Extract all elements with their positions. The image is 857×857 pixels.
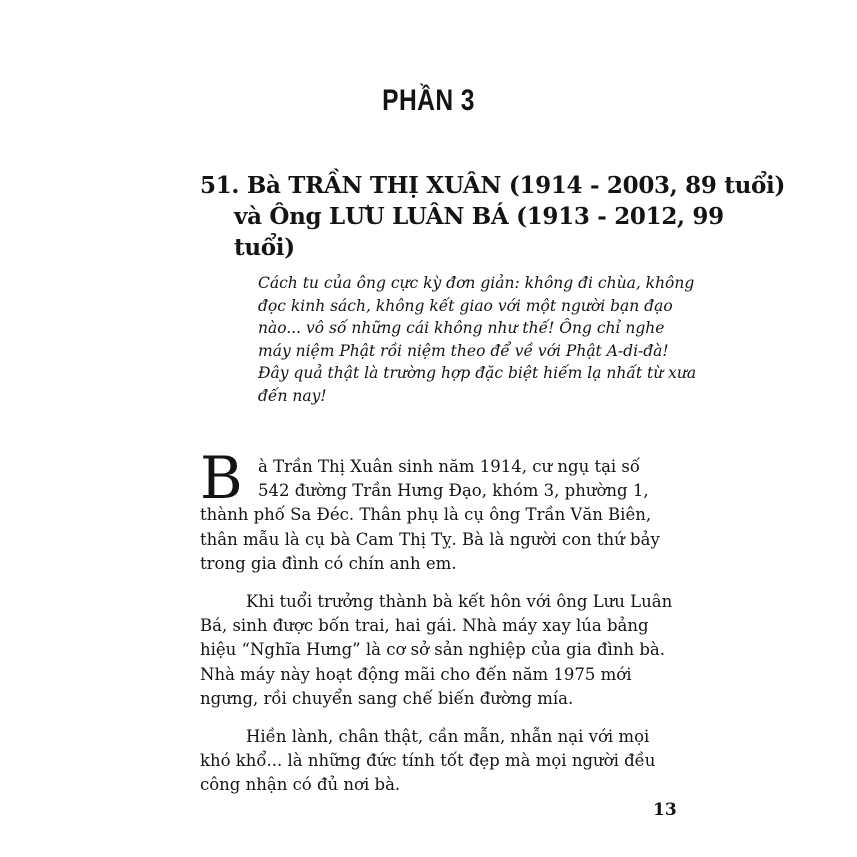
epigraph-line: Đây quả thật là trường hợp đặc biệt hiếm lạ nhất từ xưa — [258, 364, 697, 383]
paragraph-line: Bá, sinh được bốn trai, hai gái. Nhà máy xay lúa bảng — [200, 616, 649, 636]
epigraph-line: máy niệm Phật rồi niệm theo để về với Phật A-di-đà! — [258, 341, 669, 360]
chapter-heading-line: tuổi) — [234, 234, 295, 261]
chapter-heading — [200, 170, 786, 263]
epigraph-line: Cách tu của ông cực kỳ đơn giản: không đi chùa, không — [258, 274, 695, 292]
paragraph — [200, 444, 678, 576]
body-text — [200, 444, 678, 812]
epigraph-line: đọc kinh sách, không kết giao với một người bạn đạo — [258, 296, 673, 315]
paragraph-line: 542 đường Trần Hưng Đạo, khóm 3, phường 1, — [258, 481, 649, 501]
paragraph-line: ngưng, rồi chuyển sang chế biến đường mía. — [200, 688, 574, 708]
chapter-heading-line: 51. Bà TRẦN THỊ XUÂN (1914 - 2003, 89 tuổi) — [200, 172, 786, 199]
paragraph-line: thân mẫu là cụ bà Cam Thị Tỵ. Bà là người con thứ bảy — [200, 529, 660, 549]
paragraph-line: Khi tuổi trưởng thành bà kết hôn với ông Lưu Luân — [246, 592, 673, 612]
epigraph-line: nào... vô số những cái không như thế! Ông chỉ nghe — [258, 319, 665, 338]
paragraph-line: hiệu “Nghĩa Hưng” là cơ sở sản nghiệp của gia đình bà. — [200, 640, 665, 660]
paragraph — [200, 590, 678, 711]
drop-cap: B — [200, 444, 243, 512]
paragraph-line: trong gia đình có chín anh em. — [200, 553, 457, 573]
paragraph-line: Nhà máy này hoạt động mãi cho đến năm 1975 mới — [200, 664, 632, 684]
epigraph-line: đến nay! — [258, 386, 327, 405]
paragraph-line: công nhận có đủ nơi bà. — [200, 775, 401, 795]
paragraph-line: Hiền lành, chân thật, cần mẫn, nhẫn nại với mọi — [246, 727, 650, 747]
epigraph — [258, 272, 697, 408]
chapter-heading-line: và Ông LƯU LUÂN BÁ (1913 - 2012, 99 — [234, 203, 724, 230]
paragraph-line: à Trần Thị Xuân sinh năm 1914, cư ngụ tại số — [258, 457, 640, 476]
paragraph-line: thành phố Sa Đéc. Thân phụ là cụ ông Trần Văn Biên, — [200, 505, 652, 525]
page-number: 13 — [653, 800, 677, 820]
part-title: PHẦN 3 — [382, 84, 475, 117]
paragraph — [200, 725, 678, 798]
paragraph-line: khó khổ... là những đức tính tốt đẹp mà mọi người đều — [200, 751, 656, 771]
